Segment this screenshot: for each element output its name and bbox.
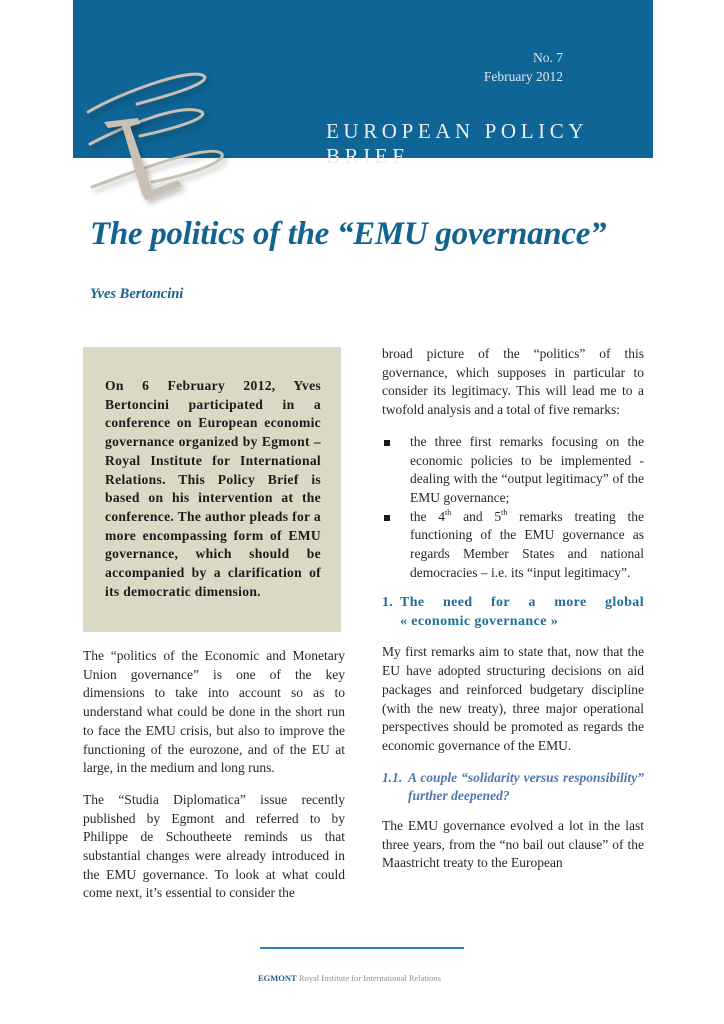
- section-paragraph: My first remarks aim to state that, now that the EU have adopted structuring decisions on aid packages and reinforced budgetary discipline (with the new treaty), three major operational perspectives should be promoted as regards the economic governance of the EMU.: [382, 644, 644, 753]
- footer: [258, 973, 441, 983]
- intro-paragraph: broad picture of the “politics” of this governance, which supposes in particular to consider its legitimacy. This will lead me to a twofold analysis and a total of five remarks:: [382, 346, 644, 418]
- document-title: The politics of the “EMU governance”: [90, 216, 607, 252]
- footer-tagline: Royal Institute for International Relations: [298, 973, 441, 983]
- section-number: 1.: [382, 595, 394, 611]
- list-item-text: the three first remarks focusing on the economic policies to be implemented - dealing with the “output legitimacy” of the EMU governance;: [410, 433, 644, 505]
- list-item-text-part: remarks treating the functioning of the EMU governance as regards Member States and national democracies – i.e. its “input legitimacy”.: [410, 508, 644, 580]
- heading-word: global: [605, 595, 644, 611]
- section-heading-line1: [400, 593, 644, 612]
- subsection-heading: [382, 769, 644, 806]
- footer-divider: [260, 947, 464, 949]
- paragraph: The “Studia Diplomatica” issue recently published by Egmont and referred to by Philippe de Schoutheete reminds us that substantial changes were already introduced in the EMU governance. To look at what could come next, it’s essential to consider the: [83, 791, 345, 901]
- abstract-box: [83, 347, 341, 632]
- bullet-icon: [384, 440, 390, 446]
- left-column: [83, 647, 345, 916]
- superscript: th: [501, 507, 508, 517]
- section-heading-line2: « economic governance »: [400, 614, 559, 630]
- author-name: Yves Bertoncini: [90, 286, 184, 302]
- list-item-text-part: the 4: [410, 508, 446, 524]
- stylized-e-logo-icon: [82, 62, 242, 212]
- bullet-icon: [384, 515, 390, 521]
- remarks-list: [382, 433, 644, 583]
- issue-date: February 2012: [483, 69, 563, 84]
- paragraph: The “politics of the Economic and Monetary Union governance” is one of the key dimensions to take into account so as to understand what could be done in the short run to face the EMU crisis, but also to improve the functioning of the eurozone, and of the EU at large, in the medium and long runs.: [83, 648, 345, 776]
- heading-word: need: [442, 595, 473, 611]
- issue-number: No. 7: [533, 50, 563, 65]
- list-item: [382, 433, 644, 508]
- series-title: EUROPEAN POLICY BRIEF: [326, 119, 588, 168]
- list-item-text-part: and 5: [451, 508, 502, 524]
- subsection-title: A couple “solidarity versus responsibility” further deepened?: [408, 769, 644, 804]
- footer-brand: EGMONT: [258, 973, 297, 983]
- heading-word: for: [490, 595, 511, 611]
- subsection-paragraph: The EMU governance evolved a lot in the last three years, from the “no bail out clause” of the Maastricht treaty to the European: [382, 818, 644, 871]
- heading-word: more: [554, 595, 587, 611]
- list-item: [382, 508, 644, 583]
- section-heading: [382, 593, 644, 631]
- heading-word: a: [528, 595, 536, 611]
- heading-word: The: [400, 595, 425, 611]
- subsection-number: 1.1.: [382, 769, 403, 785]
- abstract-text: On 6 February 2012, Yves Bertoncini participated in a conference on European economic governance organized by Egmont – Royal Institute for International Relations. This Policy Brief is based on his intervention at the conference. The author pleads for a more encompassing form of EMU governance, which should be accompanied by a clarification of its democratic dimension.: [105, 378, 321, 599]
- right-column: [382, 345, 644, 886]
- superscript: th: [445, 507, 452, 517]
- issue-info: [484, 48, 563, 86]
